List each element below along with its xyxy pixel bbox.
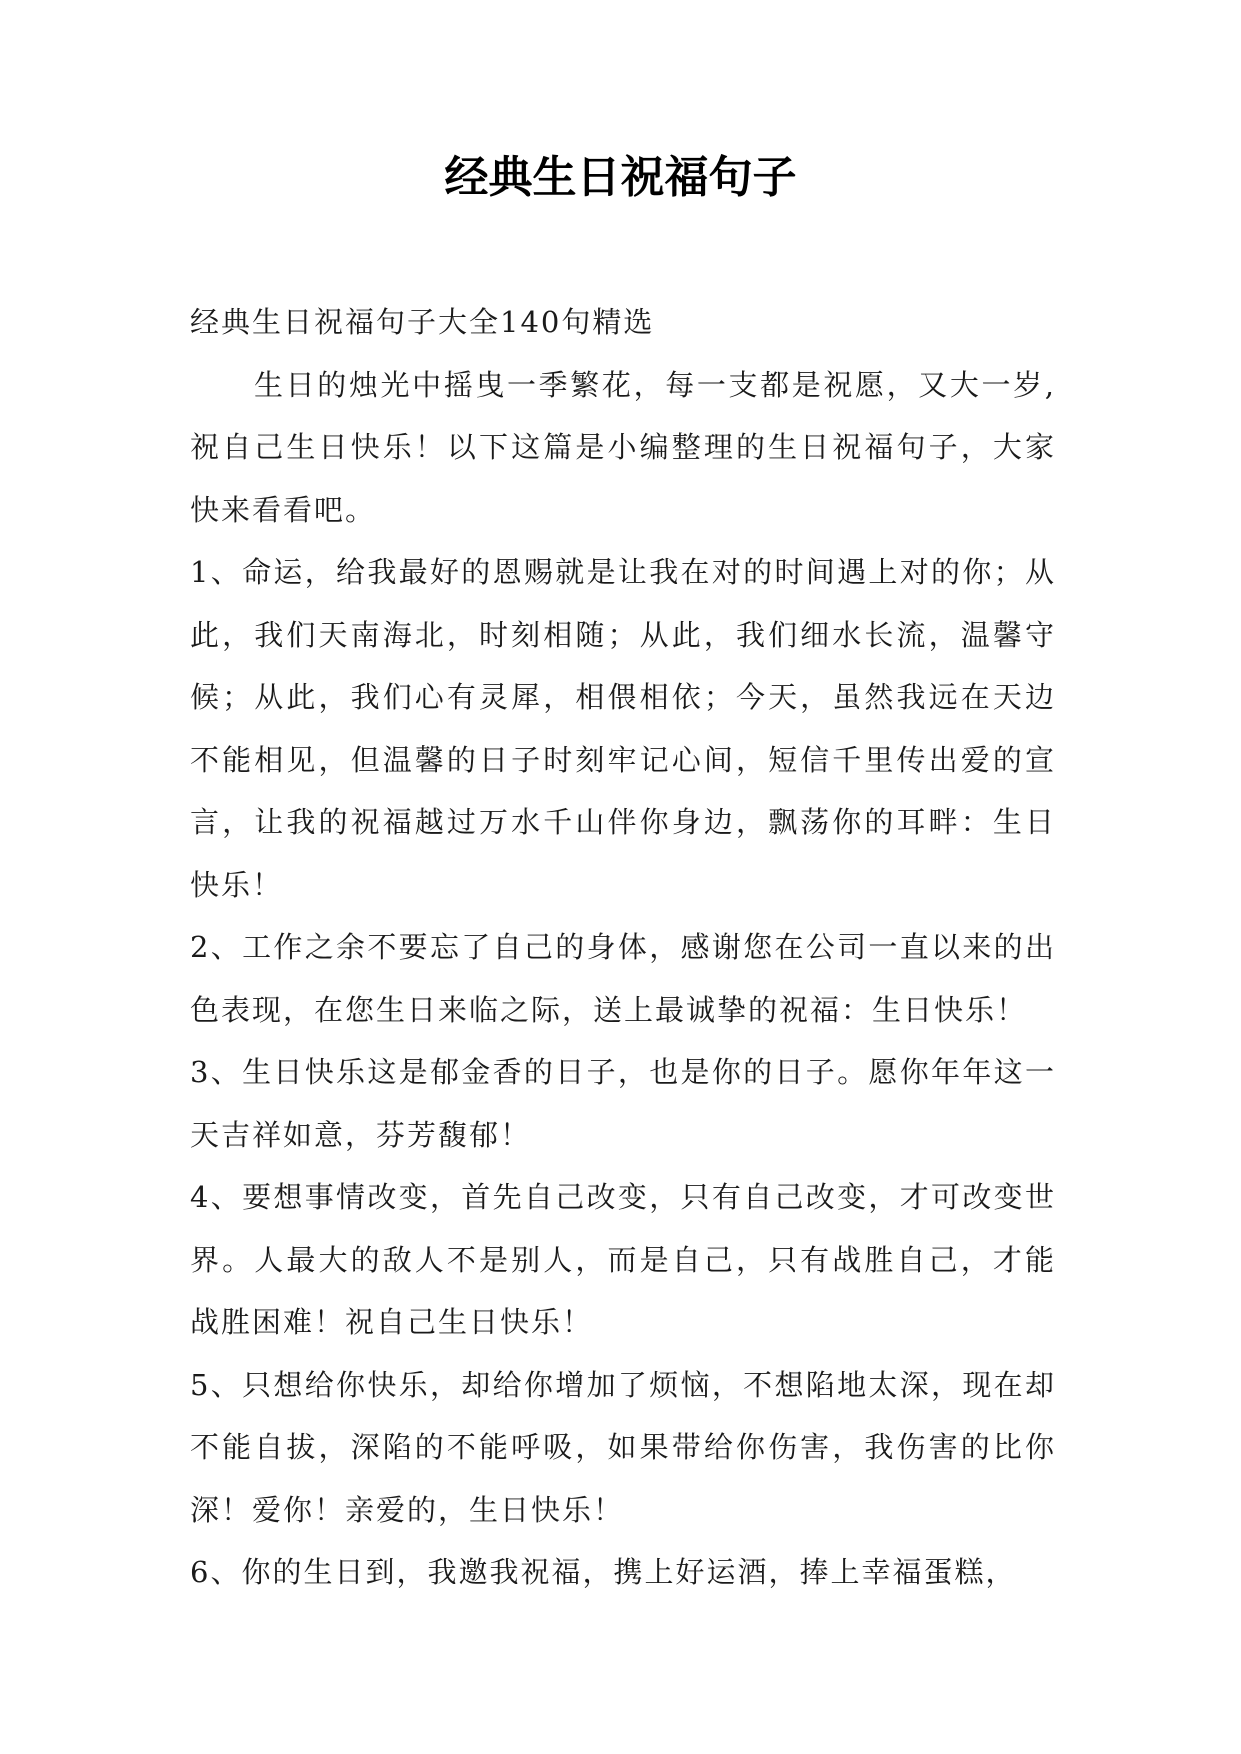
- list-item: 3、生日快乐这是郁金香的日子，也是你的日子。愿你年年这一天吉祥如意，芬芳馥郁！: [190, 1055, 1056, 1152]
- list-item: 4、要想事情改变，首先自己改变，只有自己改变，才可改变世界。人最大的敌人不是别人，而是自己，只有战胜自己，才能战胜困难！祝自己生日快乐！: [190, 1180, 1056, 1339]
- intro-paragraph: 生日的烛光中摇曳一季繁花，每一支都是祝愿，又大一岁,祝自己生日快乐！以下这篇是小编整理的生日祝福句子，大家快来看看吧。: [190, 367, 1056, 527]
- document-body: [190, 291, 1056, 1604]
- list-item: 1、命运，给我最好的恩赐就是让我在对的时间遇上对的你；从此，我们天南海北，时刻相随；从此，我们细水长流，温馨守候；从此，我们心有灵犀，相偎相依；今天，虽然我远在天边不能相见，但温馨的日子时刻牢记心间，短信千里传出爱的宣言，让我的祝福越过万水千山伴你身边，飘荡你的耳畔：生日快乐！: [190, 555, 1056, 902]
- list-item: 6、你的生日到，我邀我祝福，携上好运酒，捧上幸福蛋糕，: [190, 1555, 1017, 1589]
- document-title: 经典生日祝福句子: [444, 152, 797, 203]
- list-item: 2、工作之余不要忘了自己的身体，感谢您在公司一直以来的出色表现，在您生日来临之际，送上最诚挚的祝福：生日快乐！: [190, 930, 1056, 1027]
- list-item: 5、只想给你快乐，却给你增加了烦恼，不想陷地太深，现在却不能自拔，深陷的不能呼吸，如果带给你伤害，我伤害的比你深！爱你！亲爱的，生日快乐！: [190, 1367, 1056, 1527]
- document-subtitle: 经典生日祝福句子大全140句精选: [190, 305, 655, 339]
